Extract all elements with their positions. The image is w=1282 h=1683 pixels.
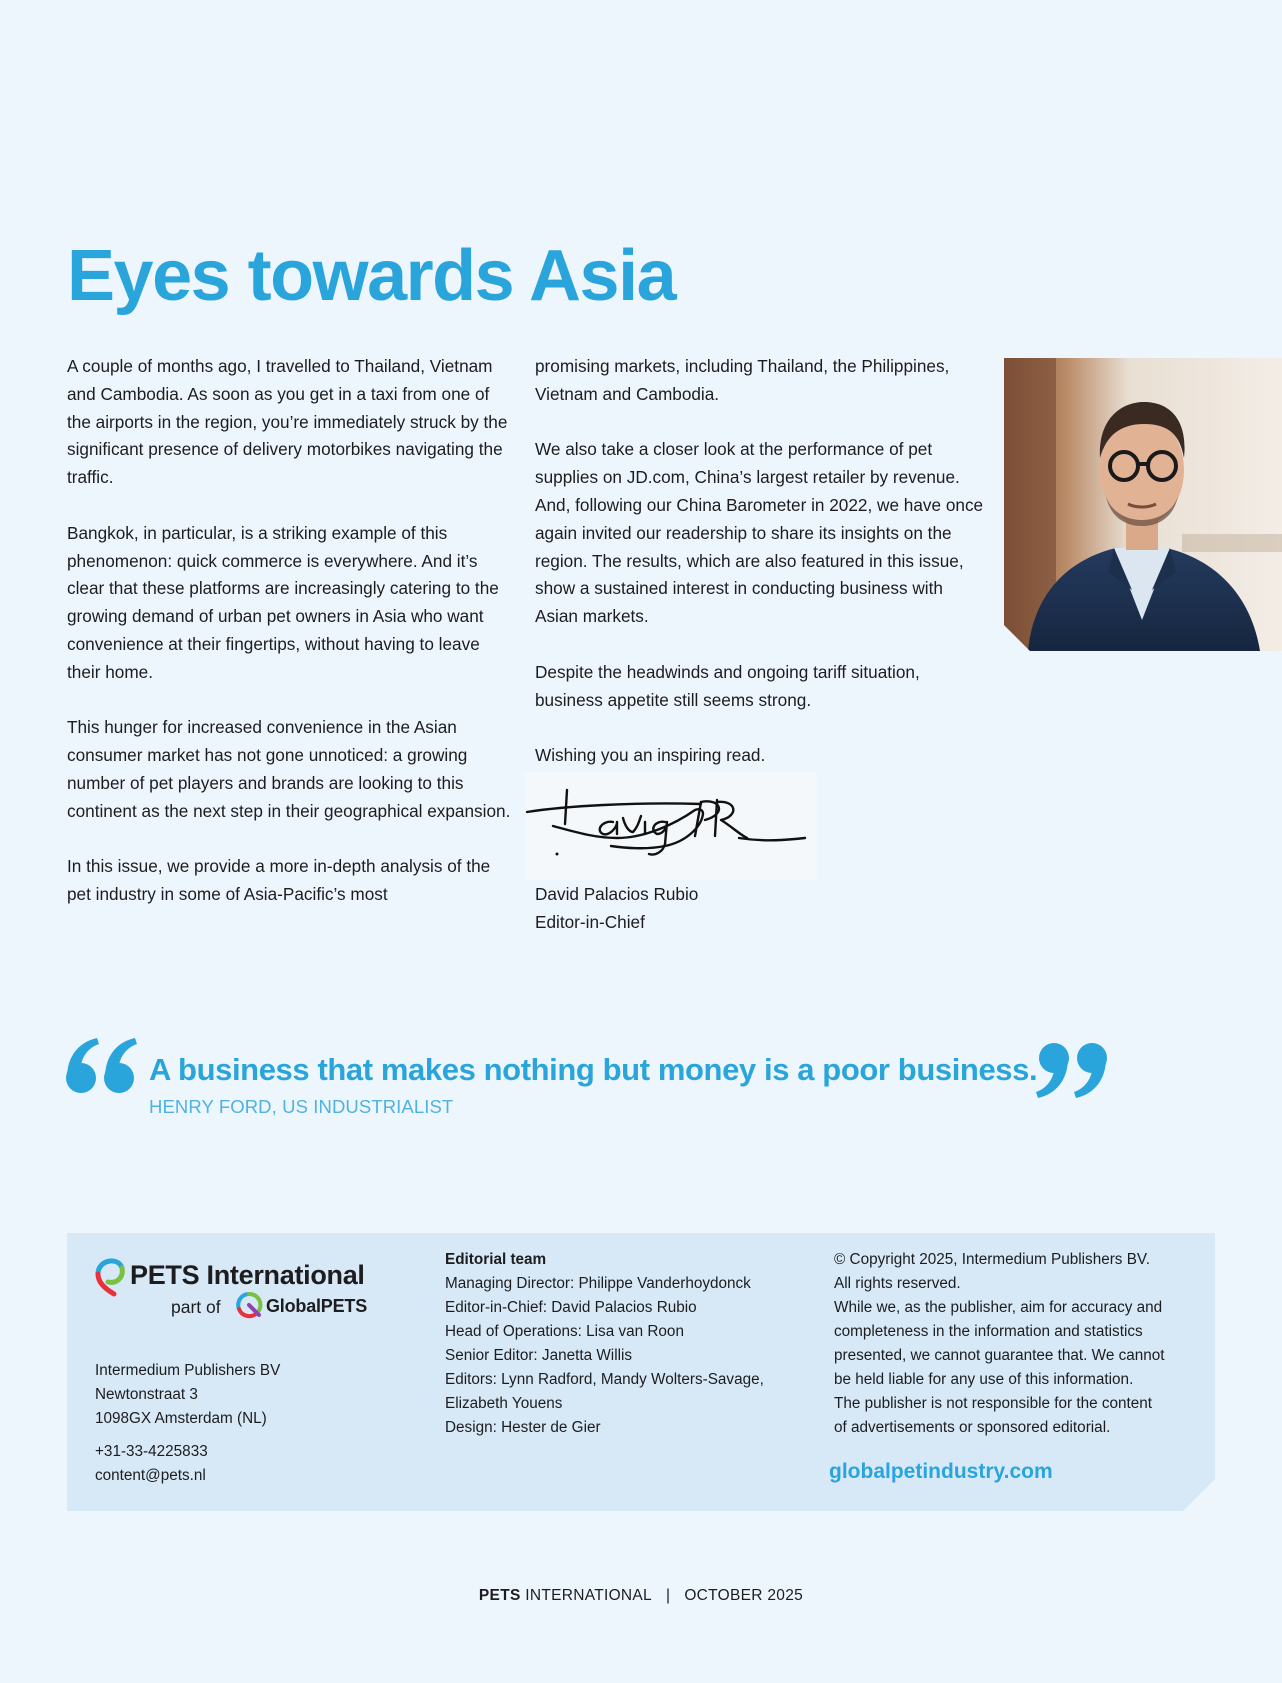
legal-line: presented, we cannot guarantee that. We cannot (834, 1347, 1165, 1364)
team-line: Editor-in-Chief: David Palacios Rubio (445, 1299, 697, 1316)
article-right-column (535, 353, 985, 770)
address-line: Newtonstraat 3 (95, 1386, 198, 1403)
address-line: 1098GX Amsterdam (NL) (95, 1410, 267, 1427)
legal-line: © Copyright 2025, Intermedium Publishers BV. (834, 1251, 1150, 1268)
team-line: Elizabeth Youens (445, 1395, 563, 1412)
legal-line: be held liable for any use of this information. (834, 1371, 1134, 1388)
author-name: David Palacios Rubio (535, 884, 699, 904)
signature-drawing (525, 772, 817, 880)
paragraph: Despite the headwinds and ongoing tariff situation, business appetite still seems strong. (535, 661, 920, 710)
team-line: Senior Editor: Janetta Willis (445, 1347, 633, 1364)
team-line: Design: Hester de Gier (445, 1419, 601, 1436)
signature-image (525, 772, 817, 880)
footer-brand-rest: INTERNATIONAL (520, 1587, 652, 1604)
footer-separator: | (665, 1587, 671, 1604)
team-line: Head of Operations: Lisa van Roon (445, 1323, 684, 1340)
author-role: Editor-in-Chief (535, 911, 645, 932)
address-line: Intermedium Publishers BV (95, 1362, 281, 1379)
author-portrait (1004, 358, 1282, 651)
logo-wordmark: PETS International (130, 1260, 365, 1290)
paragraph: In this issue, we provide a more in-depth analysis of the pet industry in some of Asia-Pacific’s most (67, 856, 491, 905)
email-link[interactable]: content@pets.nl (95, 1467, 206, 1484)
quote-text: A business that makes nothing but money is a poor business. (149, 1052, 1038, 1087)
quote-author: HENRY FORD, US INDUSTRIALIST (149, 1096, 454, 1117)
legal-line: completeness in the information and statistics (834, 1323, 1143, 1340)
globalpets-logo-icon (235, 1291, 263, 1324)
open-quote-icon (65, 1038, 137, 1103)
close-quote-icon (1036, 1038, 1108, 1103)
website-link[interactable]: globalpetindustry.com (829, 1460, 1053, 1483)
legal-line: While we, as the publisher, aim for accuracy and (834, 1299, 1163, 1316)
pets-international-logo-icon (92, 1252, 126, 1303)
legal-notice (834, 1248, 1194, 1440)
paragraph: A couple of months ago, I travelled to Thailand, Vietnam and Cambodia. As soon as you get in a taxi from one of the airports in the region, you’re immediately struck by the significant presence of delivery motorbikes navigating the traffic. (67, 356, 508, 488)
paragraph: We also take a closer look at the performance of pet supplies on JD.com, China’s largest retailer by revenue. And, following our China Barometer in 2022, we have once again invited our readership to share its insights on the region. The results, which are also featured in this issue, show a sustained interest in conducting business with Asian markets. (535, 439, 984, 627)
article-title: Eyes towards Asia (67, 236, 676, 316)
publisher-contact (95, 1440, 208, 1488)
paragraph: This hunger for increased convenience in the Asian consumer market has not gone unnoticed: a growing number of pet players and brands are looking to this continent as the next step in their geographical expansion. (67, 717, 511, 821)
author-block (535, 881, 698, 937)
legal-line: The publisher is not responsible for the content (834, 1395, 1153, 1412)
team-line: Managing Director: Philippe Vanderhoydonck (445, 1275, 751, 1292)
team-line: Editors: Lynn Radford, Mandy Wolters-Savage, (445, 1371, 764, 1388)
editorial-team (445, 1248, 764, 1440)
legal-line: All rights reserved. (834, 1275, 961, 1292)
publisher-address (95, 1359, 280, 1431)
globalpets-wordmark: GlobalPETS (266, 1296, 368, 1316)
paragraph: Bangkok, in particular, is a striking example of this phenomenon: quick commerce is everywhere. And it’s clear that these platforms are increasingly catering to the growing demand of urban pet owners in Asia who want convenience at their fingertips, without having to leave their home. (67, 522, 499, 682)
logo-part-of: part of (171, 1297, 221, 1317)
paragraph: promising markets, including Thailand, the Philippines, Vietnam and Cambodia. (535, 356, 950, 404)
page-footer (0, 1587, 1282, 1605)
author-photo (1004, 358, 1282, 651)
phone-number[interactable]: +31-33-4225833 (95, 1443, 208, 1460)
footer-brand-bold: PETS (478, 1587, 521, 1604)
footer-issue: OCTOBER 2025 (684, 1587, 804, 1604)
paragraph: Wishing you an inspiring read. (535, 745, 766, 766)
editorial-team-heading: Editorial team (445, 1251, 547, 1268)
legal-line: of advertisements or sponsored editorial. (834, 1419, 1111, 1436)
article-left-column (67, 353, 512, 909)
